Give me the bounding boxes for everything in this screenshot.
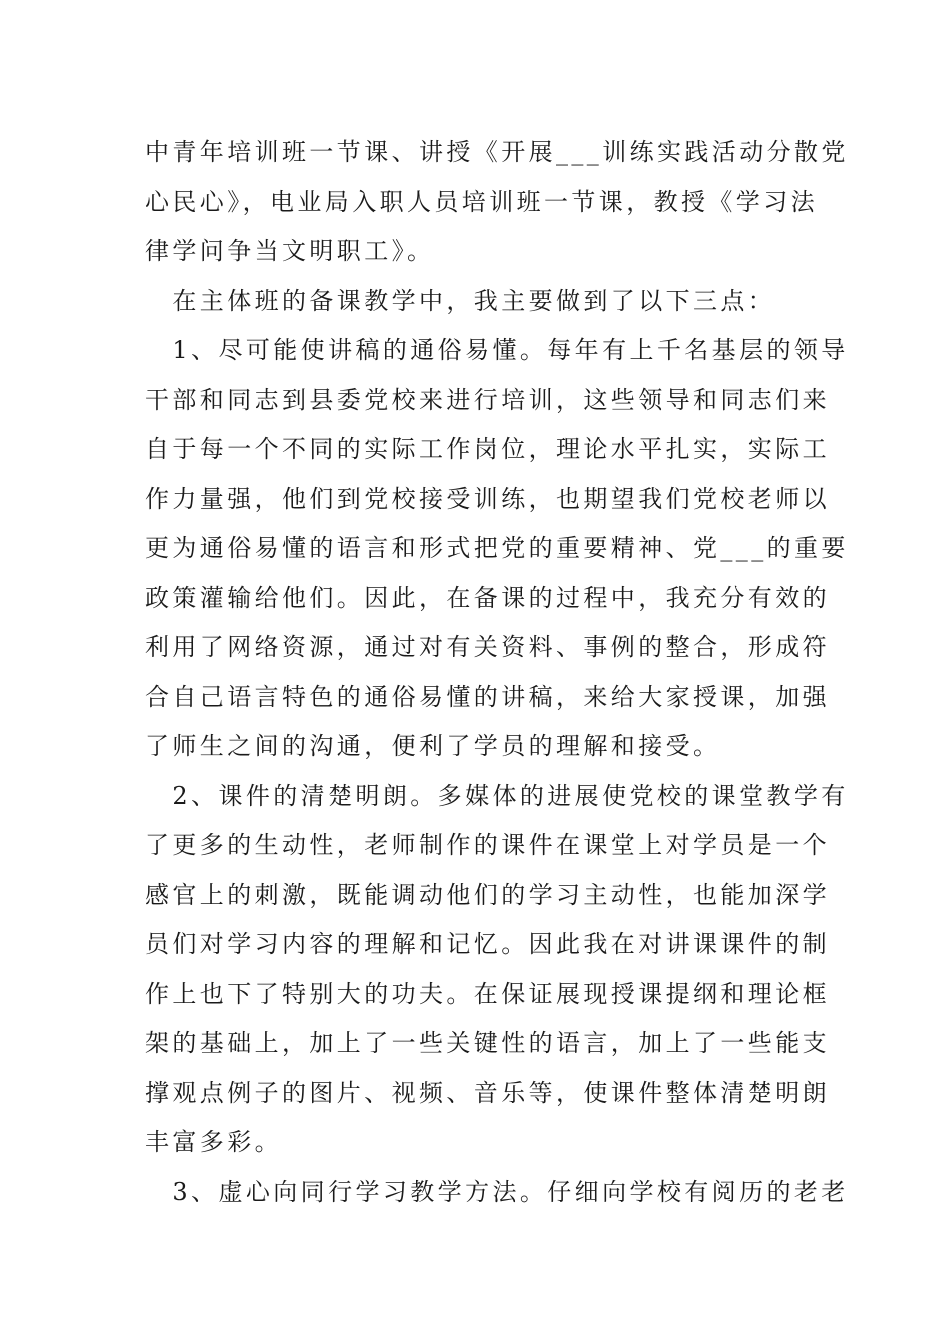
text-line: 政策灌输给他们。因此，在备课的过程中，我充分有效的 <box>145 583 830 612</box>
paragraph-1 <box>145 128 849 277</box>
text-line: 了更多的生动性，老师制作的课件在课堂上对学员是一个 <box>145 831 830 859</box>
text-line: 心民心》，电业局入职人员培训班一节课，教授《学习法 <box>145 187 818 216</box>
text-line: 作上也下了特别大的功夫。在保证展现授课提纲和理论框 <box>145 979 830 1008</box>
text-line: 2、课件的清楚明朗。多媒体的进展使党校的课堂教学有 <box>145 781 849 810</box>
text-line: 中青年培训班一节课、讲授《开展___训练实践活动分散党 <box>145 138 849 166</box>
text-line: 员们对学习内容的理解和记忆。因此我在对讲课课件的制 <box>145 930 830 958</box>
paragraph-5 <box>145 1168 849 1218</box>
text-line: 作力量强，他们到党校接受训练，也期望我们党校老师以 <box>145 484 830 513</box>
text-line: 架的基础上，加上了一些关键性的语言，加上了一些能支 <box>145 1029 830 1057</box>
paragraph-2 <box>145 277 807 327</box>
text-line: 丰富多彩。 <box>145 1128 282 1156</box>
paragraph-3 <box>145 326 849 772</box>
text-line: 律学问争当文明职工》。 <box>145 237 435 265</box>
text-line: 更为通俗易懂的语言和形式把党的重要精神、党___的重要 <box>145 534 849 562</box>
text-line: 3、虚心向同行学习教学方法。仔细向学校有阅历的老老 <box>145 1177 849 1206</box>
text-line: 感官上的刺激，既能调动他们的学习主动性，也能加深学 <box>145 880 830 909</box>
text-line: 1、尽可能使讲稿的通俗易懂。每年有上千名基层的领导 <box>145 336 849 364</box>
text-line: 在主体班的备课教学中，我主要做到了以下三点： <box>145 286 776 315</box>
text-line: 了师生之间的沟通，便利了学员的理解和接受。 <box>145 732 721 760</box>
text-line: 自于每一个不同的实际工作岗位，理论水平扎实，实际工 <box>145 435 830 463</box>
text-line: 利用了网络资源，通过对有关资料、事例的整合，形成符 <box>145 633 830 661</box>
document-body <box>145 128 849 1217</box>
text-line: 撑观点例子的图片、视频、音乐等，使课件整体清楚明朗 <box>145 1078 830 1107</box>
text-line: 合自己语言特色的通俗易懂的讲稿，来给大家授课，加强 <box>145 682 830 711</box>
paragraph-4 <box>145 772 849 1168</box>
text-line: 干部和同志到县委党校来进行培训，这些领导和同志们来 <box>145 385 830 414</box>
